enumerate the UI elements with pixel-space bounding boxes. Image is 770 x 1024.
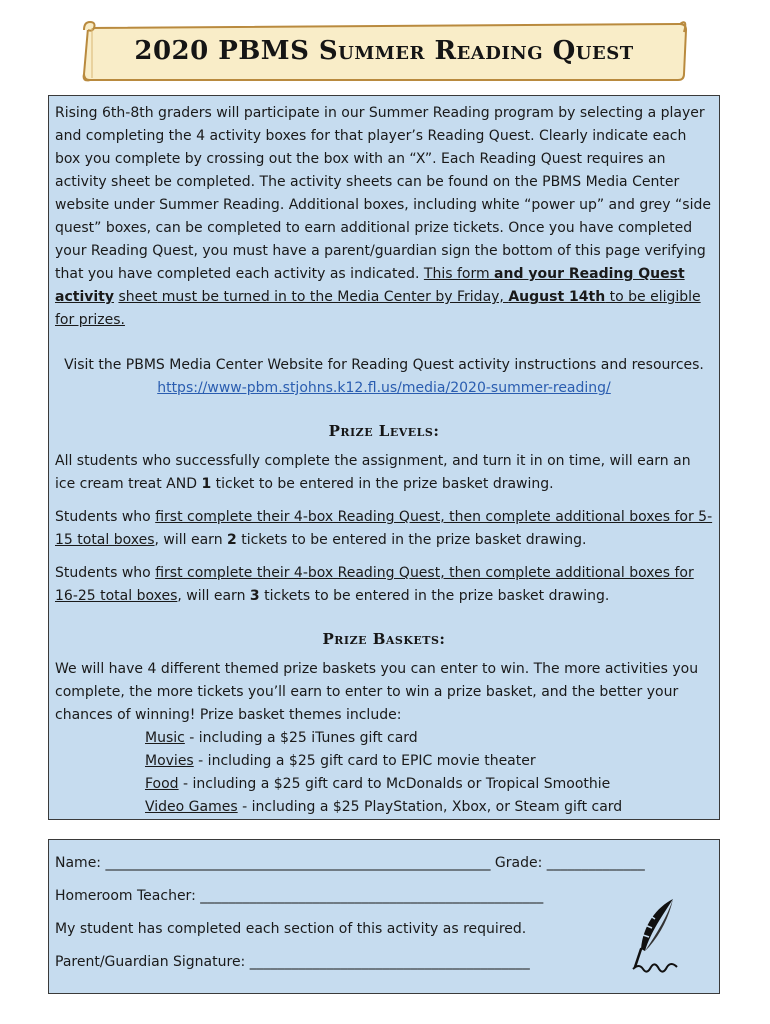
list-item: Movies - including a $25 gift card to EPIC movie theater	[145, 753, 536, 769]
title-banner	[80, 20, 688, 82]
prize-level-2: Students who first complete their 4-box Reading Quest, then complete additional boxes for 5-15 total boxes, will earn 2 tickets to be entered in the prize basket drawing.	[55, 509, 713, 548]
prize-level-1: All students who successfully complete the assignment, and turn it in on time, will earn an ice cream treat AND 1 ticket to be entered in the prize basket drawing.	[55, 453, 691, 492]
intro-underline-1: This form	[423, 266, 495, 282]
prize-baskets-intro: We will have 4 different themed prize baskets you can enter to win. The more activities you complete, the more tickets you’ll earn to enter to win a prize basket, and the better your chances of winning! Prize basket themes include:	[55, 661, 699, 723]
basket-list	[55, 727, 713, 819]
intro-text: Rising 6th-8th graders will participate in our Summer Reading program by selecting a player and completing the 4 activity boxes for that player’s Reading Quest. Clearly indicate each box you complete by crossing out the box with an “X”. Each Reading Quest requires an activity sheet be completed. The activity sheets can be found on the PBMS Media Center website under Summer Reading. Additional boxes, including white “power up” and grey “side quest” boxes, can be completed to earn additional prize tickets. Once you have completed your Reading Quest, you must have a parent/guardian sign the bottom of this page verifying that you have completed each activity as indicated.	[55, 105, 711, 282]
signature-form	[48, 839, 720, 994]
list-item: Video Games - including a $25 PlayStation, Xbox, or Steam gift card	[145, 799, 623, 815]
page-title: 2020 PBMS Summer Reading Quest	[134, 36, 634, 66]
intro-end-text: to be eligible for prizes.	[55, 289, 701, 328]
prize-level-3: Students who first complete their 4-box Reading Quest, then complete additional boxes for 16-25 total boxes, will earn 3 tickets to be entered in the prize basket drawing.	[55, 565, 694, 604]
quill-pen-icon	[627, 897, 689, 977]
instructions-panel	[48, 95, 720, 820]
ticket-count-2: 2	[227, 532, 237, 548]
due-date: August 14th	[508, 289, 606, 305]
ticket-count-1: 1	[201, 476, 212, 492]
signature-field[interactable]: Parent/Guardian Signature: ________________________________________	[55, 954, 530, 970]
homeroom-teacher-field[interactable]: Homeroom Teacher: _________________________________________________	[55, 888, 544, 904]
prize-baskets-heading: Prize Baskets:	[322, 630, 446, 648]
intro-mid-text: must be turned in to the Media Center by Friday,	[157, 289, 509, 305]
intro-paragraph	[55, 102, 713, 332]
prize-levels-heading: Prize Levels:	[328, 422, 440, 440]
list-item: Food - including a $25 gift card to McDonalds or Tropical Smoothie	[145, 776, 611, 792]
visit-text: Visit the PBMS Media Center Website for Reading Quest activity instructions and resources.	[64, 357, 704, 373]
intro-underline-bold: and your Reading Quest activity	[55, 266, 685, 305]
list-item: Music - including a $25 iTunes gift card	[145, 730, 418, 746]
intro-underline-2: sheet	[118, 289, 158, 305]
verification-statement: My student has completed each section of this activity as required.	[55, 921, 527, 937]
ticket-count-3: 3	[249, 588, 260, 604]
name-grade-field[interactable]: Name: _______________________________________________________ Grade: ______________	[55, 855, 645, 871]
media-center-link[interactable]: https://www-pbm.stjohns.k12.fl.us/media/2020-summer-reading/	[157, 380, 611, 396]
